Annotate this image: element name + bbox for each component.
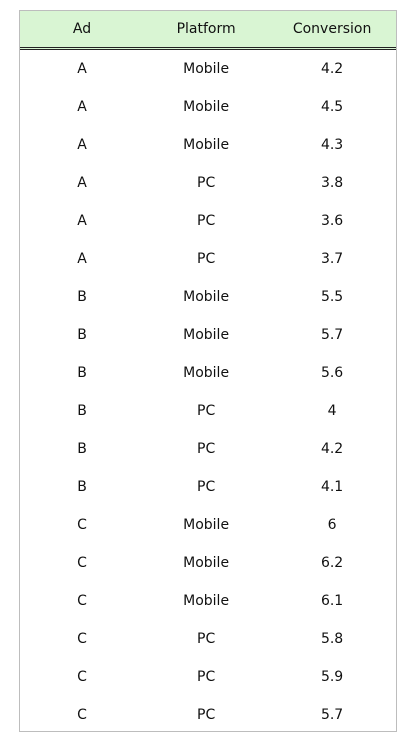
table-row bbox=[20, 696, 396, 732]
column-header-ad: Ad bbox=[20, 11, 144, 49]
ad-cell: A bbox=[77, 99, 87, 115]
platform-cell: PC bbox=[197, 403, 216, 419]
conversion-cell: 5.8 bbox=[320, 631, 344, 647]
ad-cell: A bbox=[77, 137, 87, 153]
table-row bbox=[20, 430, 396, 468]
table-body bbox=[20, 49, 396, 733]
table-row bbox=[20, 202, 396, 240]
ad-cell: B bbox=[77, 403, 87, 419]
conversion-cell: 3.7 bbox=[320, 251, 344, 267]
table-row bbox=[20, 544, 396, 582]
table-row bbox=[20, 164, 396, 202]
platform-cell: Mobile bbox=[183, 593, 230, 609]
table-row bbox=[20, 49, 396, 89]
table-row bbox=[20, 126, 396, 164]
platform-cell: PC bbox=[197, 213, 216, 229]
conversion-cell: 6 bbox=[327, 517, 337, 533]
ad-cell: A bbox=[77, 175, 87, 191]
conversion-cell: 4.2 bbox=[320, 61, 344, 77]
platform-cell: Mobile bbox=[183, 289, 230, 305]
table-row bbox=[20, 354, 396, 392]
ad-cell: C bbox=[77, 631, 87, 647]
platform-cell: Mobile bbox=[183, 365, 230, 381]
ad-cell: A bbox=[77, 61, 87, 77]
table-row bbox=[20, 392, 396, 430]
conversion-cell: 4.3 bbox=[320, 137, 344, 153]
ad-cell: B bbox=[77, 289, 87, 305]
ad-cell: B bbox=[77, 441, 87, 457]
table-row bbox=[20, 506, 396, 544]
conversion-cell: 6.2 bbox=[320, 555, 344, 571]
platform-cell: Mobile bbox=[183, 327, 230, 343]
conversion-cell: 5.6 bbox=[320, 365, 344, 381]
conversion-cell: 5.9 bbox=[320, 669, 344, 685]
platform-cell: PC bbox=[197, 631, 216, 647]
ad-cell: B bbox=[77, 327, 87, 343]
table-row bbox=[20, 468, 396, 506]
platform-cell: Mobile bbox=[183, 61, 230, 77]
table-row bbox=[20, 582, 396, 620]
ad-cell: C bbox=[77, 593, 87, 609]
platform-cell: Mobile bbox=[183, 555, 230, 571]
ad-cell: B bbox=[77, 479, 87, 495]
platform-cell: Mobile bbox=[183, 517, 230, 533]
platform-cell: PC bbox=[197, 175, 216, 191]
column-header-conversion: Conversion bbox=[268, 11, 396, 49]
ad-cell: C bbox=[77, 669, 87, 685]
ad-cell: A bbox=[77, 213, 87, 229]
ad-cell: C bbox=[77, 707, 87, 723]
platform-cell: PC bbox=[197, 669, 216, 685]
platform-cell: Mobile bbox=[183, 137, 230, 153]
conversion-cell: 5.7 bbox=[320, 707, 344, 723]
conversion-cell: 4.1 bbox=[320, 479, 344, 495]
table-row bbox=[20, 658, 396, 696]
table-row bbox=[20, 316, 396, 354]
platform-cell: PC bbox=[197, 479, 216, 495]
conversion-cell: 4 bbox=[327, 403, 337, 419]
conversion-cell: 5.5 bbox=[320, 289, 344, 305]
ad-cell: C bbox=[77, 517, 87, 533]
conversion-cell: 4.2 bbox=[320, 441, 344, 457]
table-row bbox=[20, 278, 396, 316]
data-table bbox=[20, 11, 396, 732]
platform-cell: PC bbox=[197, 441, 216, 457]
ad-cell: B bbox=[77, 365, 87, 381]
table-row bbox=[20, 88, 396, 126]
column-header-platform: Platform bbox=[144, 11, 268, 49]
table-row bbox=[20, 240, 396, 278]
table-row bbox=[20, 620, 396, 658]
header-row bbox=[20, 11, 396, 49]
ad-cell: C bbox=[77, 555, 87, 571]
conversion-cell: 5.7 bbox=[320, 327, 344, 343]
platform-cell: PC bbox=[197, 707, 216, 723]
table-header bbox=[20, 11, 396, 49]
ad-cell: A bbox=[77, 251, 87, 267]
data-table-container bbox=[19, 10, 397, 732]
conversion-cell: 4.5 bbox=[320, 99, 344, 115]
conversion-cell: 6.1 bbox=[320, 593, 344, 609]
platform-cell: PC bbox=[197, 251, 216, 267]
conversion-cell: 3.8 bbox=[320, 175, 344, 191]
platform-cell: Mobile bbox=[183, 99, 230, 115]
conversion-cell: 3.6 bbox=[320, 213, 344, 229]
